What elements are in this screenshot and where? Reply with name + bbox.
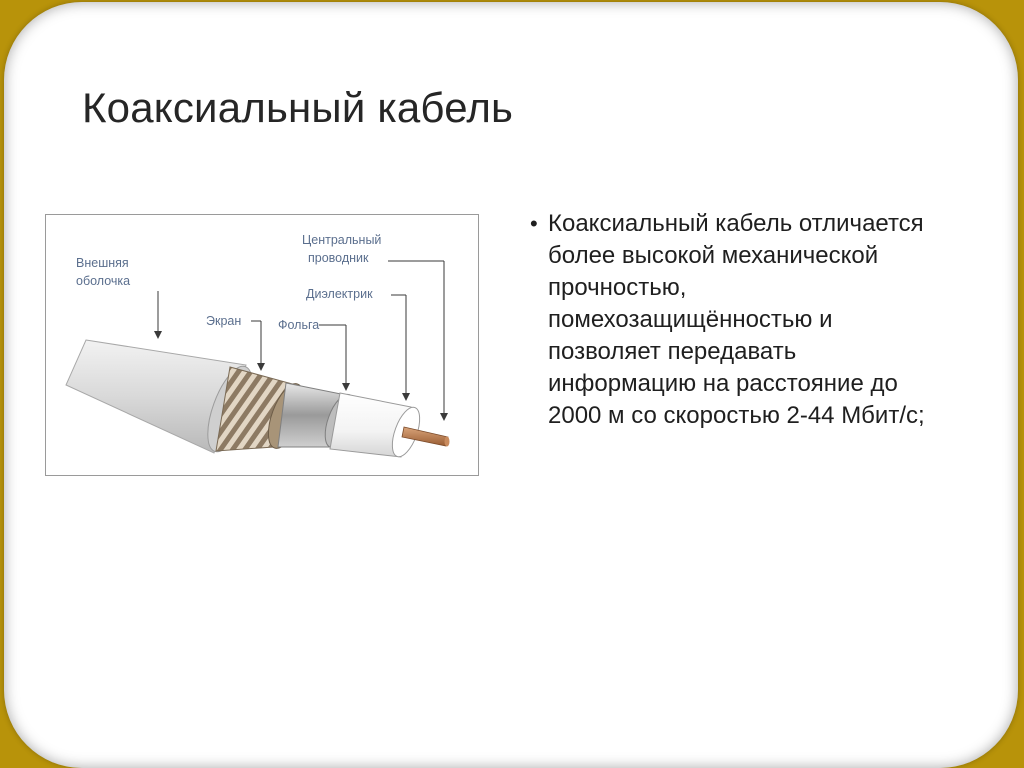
label-foil: Фольга bbox=[278, 318, 320, 332]
slide-title: Коаксиальный кабель bbox=[82, 84, 514, 131]
label-dielectric: Диэлектрик bbox=[306, 287, 373, 301]
bullet-text: Коаксиальный кабель отличается более высокой механической прочностью, помехозащищённостью и позволяет передавать информацию на расстояние до 2000 м со скоростью 2-44 Мбит/с; bbox=[548, 210, 925, 429]
bullet-item bbox=[530, 208, 930, 432]
bullet-list bbox=[530, 208, 930, 432]
bullet-dot-icon: • bbox=[530, 211, 538, 236]
dielectric-layer bbox=[330, 393, 425, 460]
label-outer-2: оболочка bbox=[76, 274, 131, 288]
label-screen: Экран bbox=[206, 314, 242, 328]
coax-cable-diagram bbox=[45, 214, 479, 476]
label-center-2: проводник bbox=[308, 251, 369, 265]
label-center-1: Центральный bbox=[302, 233, 382, 247]
label-outer-1: Внешняя bbox=[76, 256, 129, 270]
